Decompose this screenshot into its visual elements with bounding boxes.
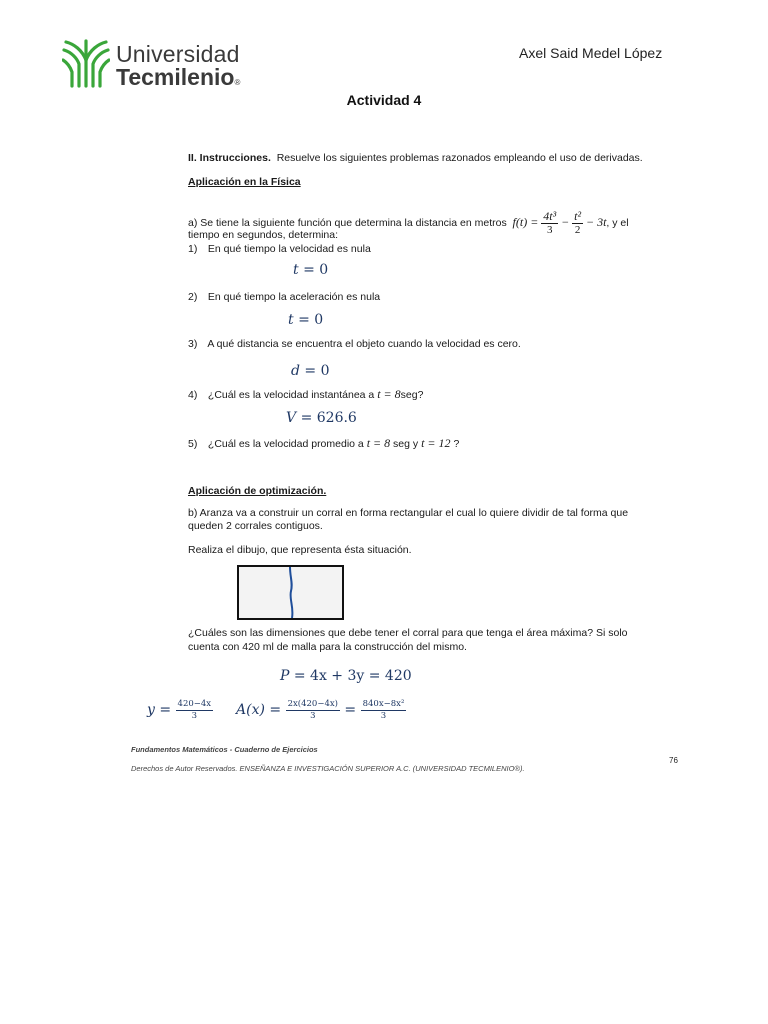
question-3: 3) A qué distancia se encuentra el objeto cuando la velocidad es cero. — [188, 338, 521, 350]
question-2: 2) En qué tiempo la aceleración es nula — [188, 291, 381, 303]
problem-b-line2: queden 2 corrales contiguos. — [188, 520, 323, 532]
problem-a-intro-cont: tiempo en segundos, determina: — [188, 229, 339, 241]
problem-a-intro: a) Se tiene la siguiente función que determina la distancia en metros f(t) = $\frac{\text{4t³}}{3}$ − $\frac{\text{t²}}{2}$ − 3t, y el — [188, 209, 629, 236]
draw-prompt: Realiza el dibujo, que representa ésta situación. — [188, 544, 412, 556]
footer-copyright: Derechos de Autor Reservados. ENSEÑANZA E INVESTIGACIÓN SUPERIOR A.C. (UNIVERSIDAD TECMILENIO®). — [131, 764, 525, 773]
instructions-line — [188, 152, 643, 164]
area-equation: A(x) = $\frac{2x(420-4x)}{3}$ = $\frac{\text{840x−8x²}}{3}$ — [236, 699, 405, 721]
answer-2: t = 0 — [288, 312, 324, 328]
answer-4: V = 626.6 — [286, 410, 357, 426]
distance-function: f(t) = $\frac{\text{4t³}}{3}$ − $\frac{\text{t²}}{2}$ − 3t — [512, 209, 607, 236]
page-title: Actividad 4 — [346, 92, 422, 108]
footer-book-title: Fundamentos Matemáticos - Cuaderno de Ejercicios — [131, 745, 318, 754]
university-logo — [62, 36, 252, 92]
section-heading-optimizacion: Aplicación de optimización. — [188, 485, 327, 497]
logo-line-tecmilenio: Tecmilenio® — [116, 64, 241, 90]
problem-b-line1: b) Aranza va a construir un corral en forma rectangular el cual lo quiere dividir de tal forma que — [188, 507, 629, 519]
corral-divider-line — [239, 567, 342, 618]
logo-line-universidad: Universidad — [116, 41, 240, 67]
author-name: Axel Said Medel López — [519, 45, 663, 61]
corral-drawing — [237, 565, 344, 620]
section-heading-fisica: Aplicación en la Física — [188, 176, 301, 188]
tecmilenio-leaf-icon — [62, 38, 110, 88]
question-dimensions-line1: ¿Cuáles son las dimensiones que debe tener el corral para que tenga el área máxima? Si solo — [188, 627, 628, 639]
question-dimensions-line2: cuenta con 420 ml de malla para la construcción del mismo. — [188, 641, 467, 653]
question-5: 5) ¿Cuál es la velocidad promedio a t = 8 seg y t = 12 ? — [188, 436, 460, 450]
answer-3: d = 0 — [291, 363, 330, 379]
page-number: 76 — [669, 756, 678, 765]
perimeter-equation: P = 4x + 3y = 420 — [280, 668, 412, 684]
question-1: 1) En qué tiempo la velocidad es nula — [188, 243, 371, 255]
instructions-label: II. Instrucciones. — [188, 152, 271, 164]
question-4: 4) ¿Cuál es la velocidad instantánea a t = 8seg? — [188, 387, 424, 401]
instructions-text: Resuelve los siguientes problemas razonados empleando el uso de derivadas. — [276, 152, 643, 164]
y-equation: y = $\frac{420-4x}{3}$ — [147, 699, 212, 721]
answer-1: t = 0 — [293, 262, 329, 278]
